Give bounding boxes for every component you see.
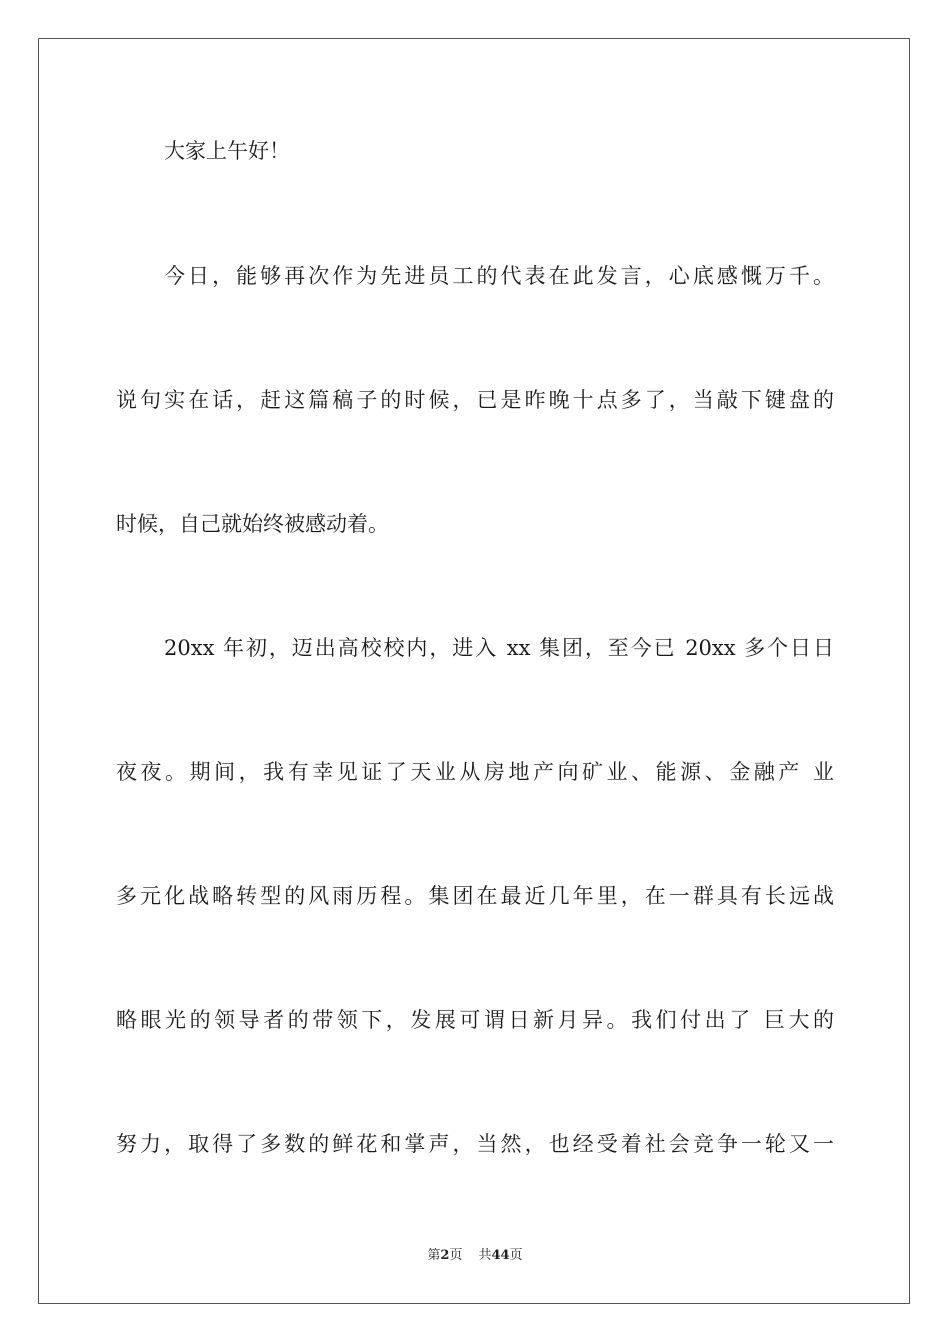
paragraph-line-5: 20xx 年初，迈出高校校内，进入 xx 集团，至今已 20xx 多个日日 (164, 636, 834, 660)
page-footer (0, 1247, 950, 1265)
footer-total-prefix: 共 (478, 1248, 492, 1263)
footer-page-suffix: 页 (449, 1248, 463, 1263)
footer-total-suffix: 页 (509, 1248, 523, 1263)
paragraph-line-3: 说句实在话，赶这篇稿子的时候，已是昨晚十点多了，当敲下键盘的 (116, 388, 834, 412)
paragraph-line-9: 努力，取得了多数的鲜花和掌声，当然，也经受着社会竞争一轮又一 (116, 1132, 834, 1156)
paragraph-line-6: 夜夜。期间，我有幸见证了天业从房地产向矿业、能源、金融产 业 (116, 760, 834, 784)
footer-total-pages: 44 (491, 1248, 510, 1263)
paragraph-line-1: 大家上午好！ (164, 139, 290, 163)
paragraph-line-4: 时候，自己就始终被感动着。 (116, 512, 389, 536)
paragraph-line-8: 略眼光的领导者的带领下，发展可谓日新月异。我们付出了 巨大的 (116, 1008, 834, 1032)
paragraph-line-7: 多元化战略转型的风雨历程。集团在最近几年里，在一群具有长远战 (116, 884, 834, 908)
footer-page-prefix: 第 (427, 1248, 441, 1263)
page-frame (38, 38, 910, 1304)
footer-page-number: 2 (440, 1248, 450, 1263)
paragraph-line-2: 今日，能够再次作为先进员工的代表在此发言，心底感慨万千。 (164, 264, 834, 288)
